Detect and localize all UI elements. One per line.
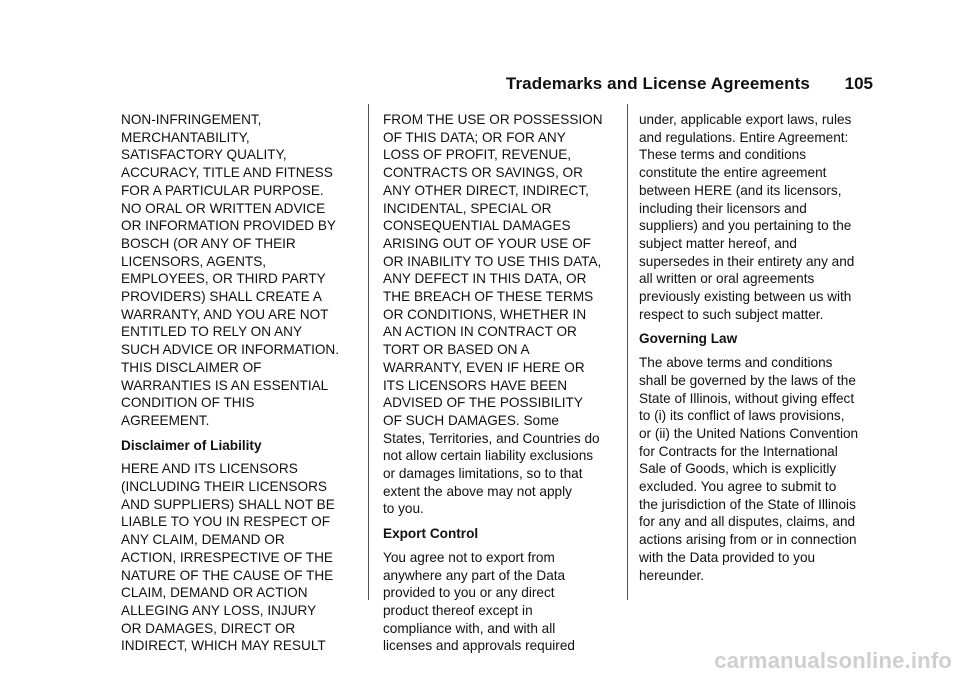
text-line: previously existing between us with <box>639 289 852 305</box>
text-column-1 <box>121 111 361 662</box>
text-line: WARRANTIES IS AN ESSENTIAL <box>121 377 329 393</box>
text-column-2 <box>383 111 623 662</box>
text-line: ENTITLED TO RELY ON ANY <box>121 324 303 340</box>
text-line: the jurisdiction of the State of Illinois <box>639 496 856 512</box>
text-line: AN ACTION IN CONTRACT OR <box>383 324 577 340</box>
watermark: carmanualsonline.info <box>714 648 952 673</box>
page-number: 105 <box>844 74 873 93</box>
text-line: AGREEMENT. <box>121 412 210 428</box>
text-column-3 <box>639 111 879 591</box>
text-line: BOSCH (OR ANY OF THEIR <box>121 235 296 251</box>
text-line: not allow certain liability exclusions <box>383 448 594 464</box>
text-line: ANY CLAIM, DEMAND OR <box>121 532 285 548</box>
text-line: LIABLE TO YOU IN RESPECT OF <box>121 514 331 530</box>
body-paragraph <box>383 111 623 518</box>
text-line: The above terms and conditions <box>639 355 833 371</box>
text-line: or (ii) the United Nations Convention <box>639 425 859 441</box>
text-line: shall be governed by the laws of the <box>639 372 856 388</box>
column-divider <box>627 104 628 600</box>
text-line: ANY DEFECT IN THIS DATA, OR <box>383 271 587 287</box>
text-line: excluded. You agree to submit to <box>639 479 837 495</box>
text-line: ARISING OUT OF YOUR USE OF <box>383 235 591 251</box>
text-line: INCIDENTAL, SPECIAL OR <box>383 200 552 216</box>
text-line: FROM THE USE OR POSSESSION <box>383 112 603 127</box>
text-line: THE BREACH OF THESE TERMS <box>383 289 594 305</box>
text-line: ALLEGING ANY LOSS, INJURY <box>121 602 317 618</box>
text-line: OF THIS DATA; OR FOR ANY <box>383 129 566 145</box>
text-line: supersedes in their entirety any and <box>639 253 855 269</box>
text-line: HERE AND ITS LICENSORS <box>121 461 298 477</box>
text-line: WARRANTY, AND YOU ARE NOT <box>121 306 329 322</box>
section-heading: Export Control <box>383 526 479 542</box>
page-header-title: Trademarks and License Agreements <box>505 74 810 93</box>
text-line: between HERE (and its licensors, <box>639 182 842 198</box>
body-paragraph <box>121 111 361 430</box>
body-paragraph <box>639 111 879 323</box>
text-line: CONTRACTS OR SAVINGS, OR <box>383 165 583 181</box>
text-line: ACCURACY, TITLE AND FITNESS <box>121 165 333 181</box>
text-line: anywhere any part of the Data <box>383 567 566 583</box>
text-line: LICENSORS, AGENTS, <box>121 253 267 269</box>
text-line: WARRANTY, EVEN IF HERE OR <box>383 359 585 375</box>
text-line: for Contracts for the International <box>639 443 838 459</box>
text-line: OR DAMAGES, DIRECT OR <box>121 620 296 636</box>
text-line: (INCLUDING THEIR LICENSORS <box>121 479 327 495</box>
text-line: PROVIDERS) SHALL CREATE A <box>121 289 322 305</box>
text-line: NATURE OF THE CAUSE OF THE <box>121 567 334 583</box>
text-line: NON-INFRINGEMENT, <box>121 112 262 127</box>
text-line: actions arising from or in connection <box>639 532 857 548</box>
text-line: CLAIM, DEMAND OR ACTION <box>121 585 308 601</box>
column-divider <box>368 104 369 600</box>
text-line: and regulations. Entire Agreement: <box>639 129 849 145</box>
text-line: ADVISED OF THE POSSIBILITY <box>383 395 583 411</box>
text-line: to you. <box>383 501 424 517</box>
text-line: subject matter hereof, and <box>639 235 797 251</box>
text-line: under, applicable export laws, rules <box>639 112 852 127</box>
text-line: suppliers) and you pertaining to the <box>639 218 852 234</box>
text-line: States, Territories, and Countries do <box>383 430 600 446</box>
text-line: product thereof except in <box>383 602 533 618</box>
text-line: to (i) its conflict of laws provisions, <box>639 408 845 424</box>
text-line: AND SUPPLIERS) SHALL NOT BE <box>121 496 335 512</box>
text-line: State of Illinois, without giving effect <box>639 390 855 406</box>
text-line: all written or oral agreements <box>639 271 815 287</box>
section-heading: Governing Law <box>639 331 738 347</box>
body-paragraph <box>383 549 623 655</box>
text-line: respect to such subject matter. <box>639 306 824 322</box>
text-line: compliance with, and with all <box>383 620 556 636</box>
text-line: extent the above may not apply <box>383 483 572 499</box>
text-line: OR INFORMATION PROVIDED BY <box>121 218 336 234</box>
text-line: SATISFACTORY QUALITY, <box>121 147 287 163</box>
text-line: ITS LICENSORS HAVE BEEN <box>383 377 568 393</box>
body-paragraph <box>121 460 361 655</box>
text-line: TORT OR BASED ON A <box>383 342 530 358</box>
text-line: with the Data provided to you <box>639 549 816 565</box>
text-line: OR INABILITY TO USE THIS DATA, <box>383 253 602 269</box>
text-line: CONSEQUENTIAL DAMAGES <box>383 218 571 234</box>
text-line: provided to you or any direct <box>383 585 555 601</box>
text-line: ANY OTHER DIRECT, INDIRECT, <box>383 182 589 198</box>
text-line: LOSS OF PROFIT, REVENUE, <box>383 147 572 163</box>
text-line: THIS DISCLAIMER OF <box>121 359 262 375</box>
text-line: Sale of Goods, which is explicitly <box>639 461 837 477</box>
text-line: OF SUCH DAMAGES. Some <box>383 412 559 428</box>
body-paragraph <box>639 354 879 584</box>
text-line: constitute the entire agreement <box>639 165 827 181</box>
section-heading: Disclaimer of Liability <box>121 437 262 453</box>
text-line: licenses and approvals required <box>383 638 575 654</box>
text-line: CONDITION OF THIS <box>121 395 255 411</box>
text-line: including their licensors and <box>639 200 807 216</box>
text-line: EMPLOYEES, OR THIRD PARTY <box>121 271 326 287</box>
text-line: MERCHANTABILITY, <box>121 129 250 145</box>
text-line: INDIRECT, WHICH MAY RESULT <box>121 638 326 654</box>
text-line: You agree not to export from <box>383 549 555 565</box>
text-line: OR CONDITIONS, WHETHER IN <box>383 306 587 322</box>
text-line: hereunder. <box>639 567 705 583</box>
text-line: ACTION, IRRESPECTIVE OF THE <box>121 549 333 565</box>
text-line: NO ORAL OR WRITTEN ADVICE <box>121 200 326 216</box>
text-line: These terms and conditions <box>639 147 806 163</box>
text-line: SUCH ADVICE OR INFORMATION. <box>121 342 340 358</box>
text-line: for any and all disputes, claims, and <box>639 514 856 530</box>
text-line: or damages limitations, so to that <box>383 466 583 482</box>
text-line: FOR A PARTICULAR PURPOSE. <box>121 182 324 198</box>
